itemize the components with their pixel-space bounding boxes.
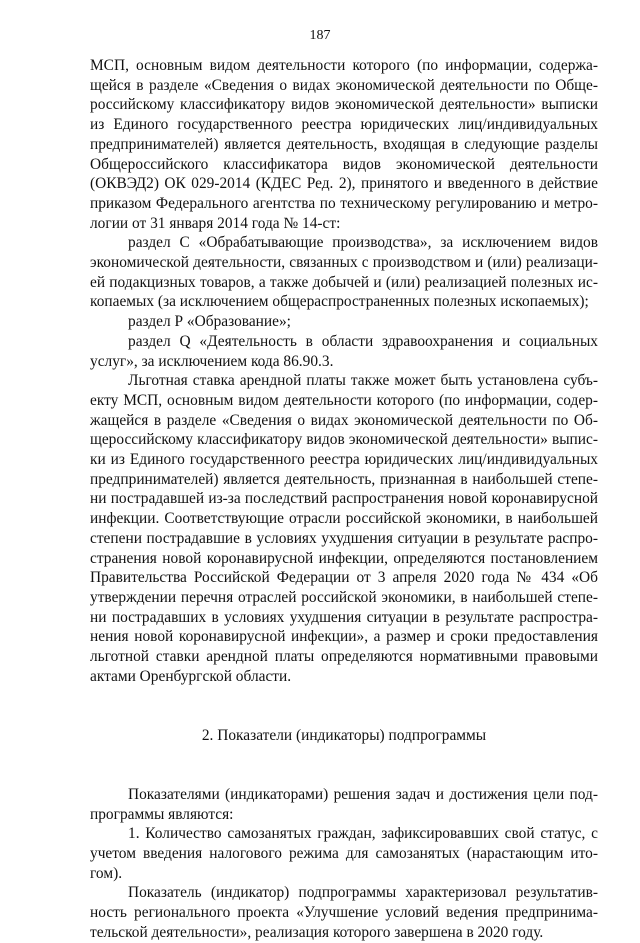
page-number: 187: [309, 28, 331, 43]
paragraph-section-q: раздел Q «Деятельность в области здравоохранения и социальных услуг», за исключением кода 86.90.3.: [90, 332, 598, 370]
spacer: [90, 706, 598, 726]
paragraph-continuation: МСП, основным видом деятельности которого (по информации, содержащейся в разделе «Сведения о видах экономической деятельности по Общероссийскому классификатору видов экономической деятельности» выписки из Единого государственного реестра юридических лиц/индивидуальных предпринимателей) является деятельность, входящая в следующие разделы Общероссийского классификатора видов экономической деятельности (ОКВЭД2) ОК 029-2014 (КДЕС Ред. 2), принятого и введенного в действие приказом Федерального агентства по техническому регулированию и метрологии от 31 января 2014 года № 14-ст:: [90, 57, 598, 232]
paragraph-section-c: раздел С «Обрабатывающие производства», за исключением видов экономической деятельности, связанных с производством и (или) реализацией подакцизных товаров, а также добычей и (или) реализацией полезных ископаемых (за исключением общераспространенных полезных ископаемых);: [90, 234, 598, 311]
paragraph-section-p: раздел Р «Образование»;: [128, 313, 291, 331]
paragraph-preferential-rate: Льготная ставка арендной платы также может быть установлена субъекту МСП, основным видом деятельности которого (по информации, содержащейся в разделе «Сведения о видах экономической деятельности по Общероссийскому классификатору видов экономической деятельности» выписки из Единого государственного реестра юридических лиц/индивидуальных предпринимателей) является деятельность, признанная в наибольшей степени пострадавшей из-за последствий распространения новой коронавирусной инфекции. Соответствующие отрасли российской экономики, в наибольшей степени пострадавшие в условиях ухудшения ситуации в результате распространения новой коронавирусной инфекции, определяются постановлением Правительства Российской Федерации от 3 апреля 2020 года № 434 «Об утверждении перечня отраслей российской экономики, в наибольшей степени пострадавших в условиях ухудшения ситуации в результате распространения новой коронавирусной инфекции», а размер и сроки предоставления льготной ставки арендной платы определяются нормативными правовыми актами Оренбургской области.: [90, 372, 598, 685]
paragraph-indicator-1: 1. Количество самозанятых граждан, зафиксировавших свой статус, с учетом введения налогового режима для самозанятых (нарастающим итогом).: [90, 825, 598, 882]
document-body: [90, 56, 598, 943]
spacer: [90, 687, 598, 707]
paragraph-indicator-summary: Показатель (индикатор) подпрограммы характеризовал результативность регионального проекта «Улучшение условий ведения предпринимательской деятельности», реализация которого завершена в 2020 году.: [90, 884, 598, 941]
spacer: [90, 765, 598, 785]
section-heading: 2. Показатели (индикаторы) подпрограммы: [201, 726, 487, 744]
paragraph-indicators-intro: Показателями (индикаторами) решения задач и достижения цели подпрограммы являются:: [90, 785, 598, 823]
spacer: [90, 746, 598, 766]
